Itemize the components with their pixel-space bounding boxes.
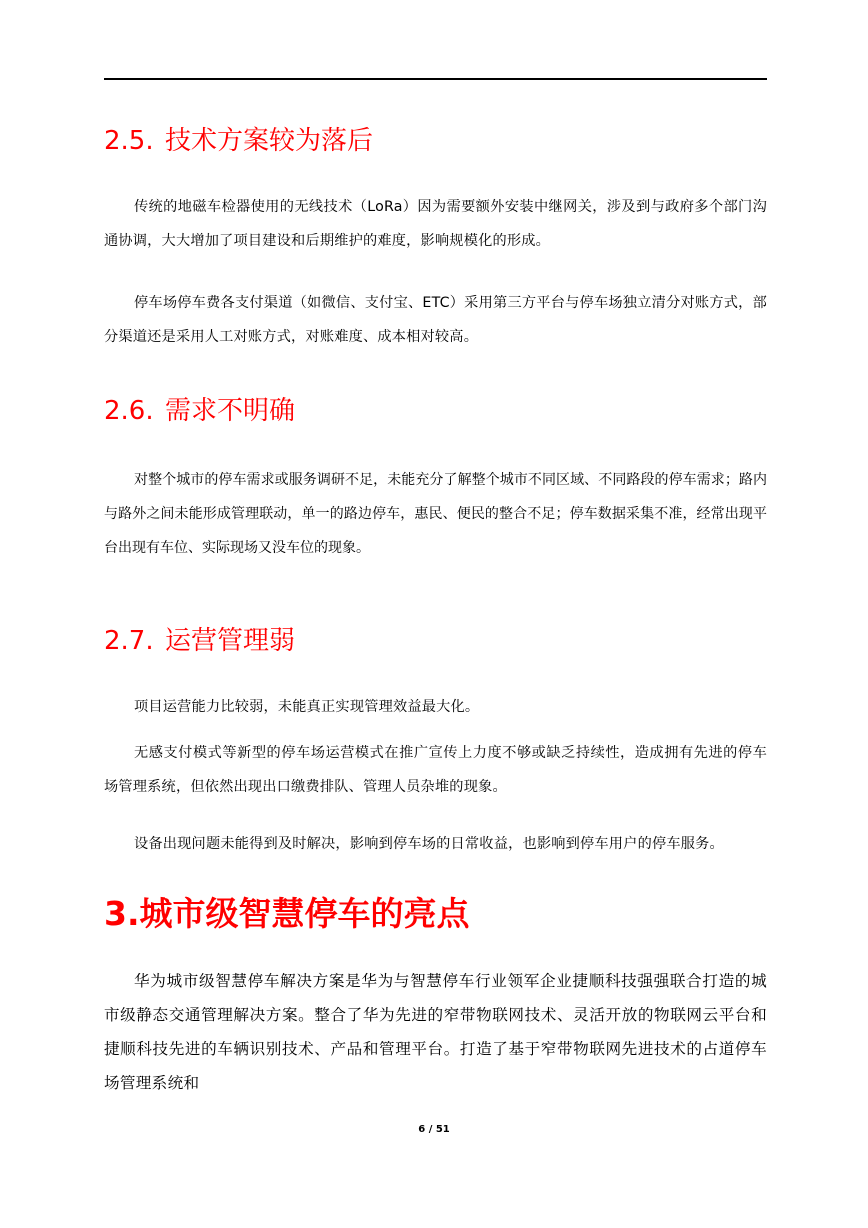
section-number: 2.7. [104, 626, 154, 656]
paragraph: 设备出现问题未能得到及时解决，影响到停车场的日常收益，也影响到停车用户的停车服务。 [134, 836, 724, 852]
page-number: 6 / 51 [418, 1124, 450, 1135]
section-number: 2.6. [104, 396, 154, 426]
paragraph: 项目运营能力比较弱，未能真正实现管理效益最大化。 [134, 699, 480, 715]
section-title: 运营管理弱 [165, 626, 296, 656]
paragraph: 华为城市级智慧停车解决方案是华为与智慧停车行业领军企业捷顺科技强强联合打造的城市级静态交通管理解决方案。整合了华为先进的窄带物联网技术、灵活开放的物联网云平台和捷顺科技先进的车辆识别技术、产品和管理平台。打造了基于窄带物联网先进技术的占道停车场管理系统和 [104, 972, 767, 1092]
chapter-heading-3: 3.城市级智慧停车的亮点 [104, 894, 470, 933]
section-heading-2-5 [104, 124, 373, 158]
paragraph: 对整个城市的停车需求或服务调研不足，未能充分了解整个城市不同区域、不同路段的停车需求；路内与路外之间未能形成管理联动，单一的路边停车，惠民、便民的整合不足；停车数据采集不准，经常出现平台出现有车位、实际现场又没车位的现象。 [104, 472, 767, 556]
section-title: 技术方案较为落后 [165, 126, 374, 156]
header-rule [104, 78, 767, 80]
section-heading-2-7 [104, 624, 295, 658]
section-number: 2.5. [104, 126, 154, 156]
paragraph: 停车场停车费各支付渠道（如微信、支付宝、ETC）采用第三方平台与停车场独立清分对账方式，部分渠道还是采用人工对账方式，对账难度、成本相对较高。 [104, 295, 767, 345]
paragraph: 无感支付模式等新型的停车场运营模式在推广宣传上力度不够或缺乏持续性，造成拥有先进的停车场管理系统，但依然出现出口缴费排队、管理人员杂堆的现象。 [104, 745, 767, 795]
section-heading-2-6 [104, 394, 295, 428]
section-title: 需求不明确 [165, 396, 296, 426]
paragraph: 传统的地磁车检器使用的无线技术（LoRa）因为需要额外安装中继网关，涉及到与政府多个部门沟通协调，大大增加了项目建设和后期维护的难度，影响规模化的形成。 [104, 199, 767, 249]
